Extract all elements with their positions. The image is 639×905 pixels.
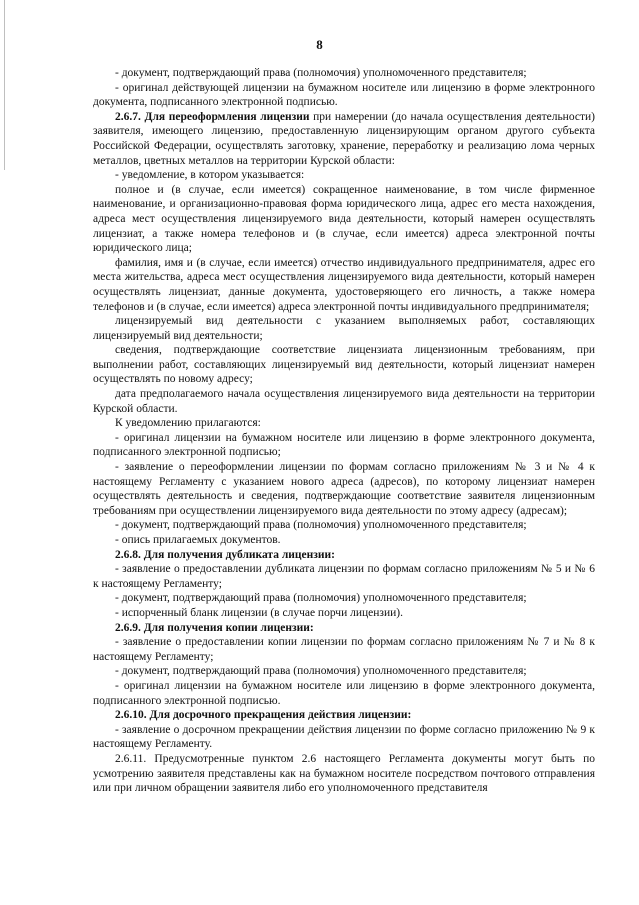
document-body: [93, 66, 595, 796]
paragraph: - оригинал лицензии на бумажном носителе или лицензию в форме электронного документа, подписанного электронной подписью.: [93, 679, 595, 707]
paragraph: - опись прилагаемых документов.: [115, 534, 281, 546]
paragraph: 2.6.11. Предусмотренные пунктом 2.6 настоящего Регламента документы могут быть по усмотрению заявителя представлены как на бумажном носителе посредством почтового отправления или при личном обращении заявителя либо его уполномоченного представителя: [93, 752, 595, 795]
paragraph: - заявление о досрочном прекращении действия лицензии по форме согласно приложению № 9 к настоящему Регламенту.: [93, 723, 595, 751]
paragraph: - оригинал лицензии на бумажном носителе или лицензию в форме электронного документа, подписанного электронной подписью;: [93, 431, 595, 459]
paragraph: К уведомлению прилагаются:: [115, 417, 261, 430]
paragraph: - заявление о предоставлении дубликата лицензии по формам согласно приложениям № 5 и № 6 к настоящему Регламенту;: [93, 563, 595, 590]
paragraph: - заявление о предоставлении копии лицензии по формам согласно приложениям № 7 и № 8 к настоящему Регламенту;: [93, 636, 595, 663]
section-paragraph: 2.6.7. Для переоформления лицензии при намерении (до начала осуществления деятельности) заявителя, имеющего лицензию, предоставленную лицензирующим органом другого субъекта Российской Федерации, осуществлять заготовку, хранение, переработку и реализацию лома черных металлов, цветных металлов на территории Курской области:: [93, 110, 595, 167]
paragraph: полное и (в случае, если имеется) сокращенное наименование, в том числе фирменное наименование, и организационно-правовая форма юридического лица, адрес его места нахождения, адреса мест осуществления лицензируемого вида деятельности, который намерен осуществлять лицензиат, а также номера телефонов и (в случае, если имеется) адреса электронной почты юридического лица;: [93, 183, 595, 255]
paragraph: сведения, подтверждающие соответствие лицензиата лицензионным требованиям, при выполнении работ, составляющих лицензируемый вид деятельности, который лицензиат намерен осуществлять по новому адресу;: [93, 344, 595, 386]
page-number: 8: [316, 37, 323, 52]
paragraph: дата предполагаемого начала осуществления лицензируемого вида деятельности на территории Курской области.: [93, 388, 595, 415]
paragraph: фамилия, имя и (в случае, если имеется) отчество индивидуального предпринимателя, адрес его места жительства, адреса мест осуществления лицензируемого вида деятельности, который намерен осуществлять лицензиат, данные документа, удостоверяющего его личность, а также номера телефонов и (в случае, если имеется) адреса электронной почты индивидуального предпринимателя;: [93, 256, 595, 313]
paragraph: лицензируемый вид деятельности с указанием выполняемых работ, составляющих лицензируемый вид деятельности;: [93, 315, 595, 342]
paragraph: - испорченный бланк лицензии (в случае порчи лицензии).: [115, 606, 403, 619]
paragraph: - уведомление, в котором указывается:: [115, 169, 305, 182]
paragraph: - документ, подтверждающий права (полномочия) уполномоченного представителя;: [115, 67, 527, 79]
section-heading: 2.6.10. Для досрочного прекращения действия лицензии:: [115, 709, 412, 722]
section-paragraph: [93, 548, 595, 563]
paragraph: - оригинал действующей лицензии на бумажном носителе или лицензию в форме электронного документа, подписанного электронной подписью.: [93, 81, 595, 109]
paragraph: - документ, подтверждающий права (полномочия) уполномоченного представителя;: [115, 592, 527, 605]
section-heading: 2.6.8. Для получения дубликата лицензии:: [115, 548, 335, 561]
section-paragraph: [93, 708, 595, 723]
paragraph: - заявление о переоформлении лицензии по формам согласно приложениям № 3 и № 4 к настоящему Регламенту с указанием нового адреса (адресов), по которому лицензиат намерен осуществлять деятельность и сведения, подтверждающие соответствие заявителя лицензионным требованиям при осуществлении лицензируемого вида деятельности по этому адресу (адресам);: [93, 461, 595, 517]
section-heading: 2.6.7. Для переоформления лицензии: [115, 110, 310, 123]
section-heading: 2.6.9. Для получения копии лицензии:: [115, 621, 314, 634]
section-paragraph: [93, 621, 595, 636]
paragraph: - документ, подтверждающий права (полномочия) уполномоченного представителя;: [115, 665, 527, 678]
scan-edge-line: [4, 0, 5, 170]
paragraph: - документ, подтверждающий права (полномочия) уполномоченного представителя;: [115, 519, 527, 532]
